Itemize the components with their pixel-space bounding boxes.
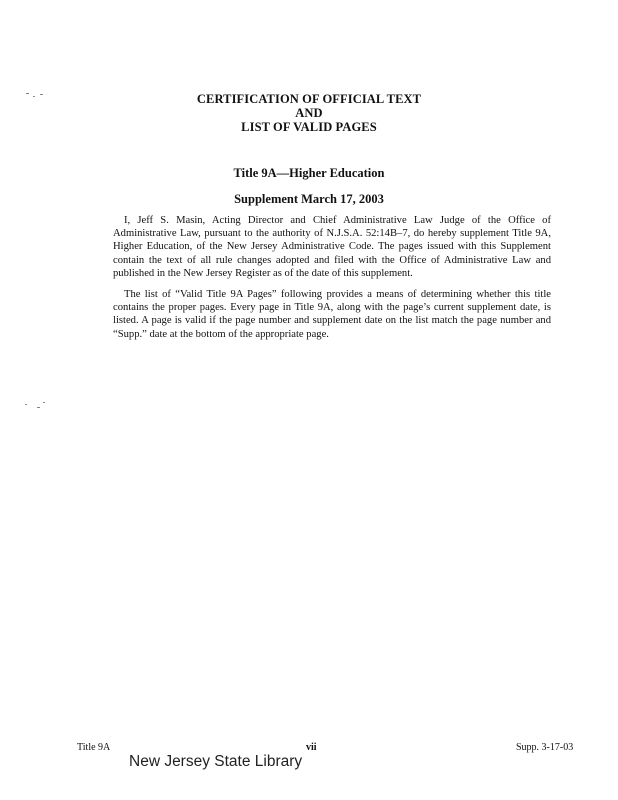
footer-title: Title 9A (77, 742, 111, 753)
certification-paragraph: I, Jeff S. Masin, Acting Director and Chief Administrative Law Judge of the Office of Administrative Law, pursuant to the authority of N.J.S.A. 52:14B–7, do hereby supplement Title 9A, Higher Education, of the New Jersey Administrative Code. The pages issued with this Supplement contain the text of all rule changes adopted and filed with the Office of Administrative Law and published in the New Jersey Register as of the date of this supplement. (113, 215, 551, 279)
valid-pages-paragraph: The list of “Valid Title 9A Pages” following provides a means of determining whether this title contains the proper pages. Every page in Title 9A, along with the page’s current supplement date, is listed. A page is valid if the page number and supplement date on the list match the page number and “Supp.” date at the bottom of the appropriate page. (113, 289, 551, 340)
footer-supplement-date: Supp. 3-17-03 (516, 742, 574, 753)
footer-page-number: vii (306, 742, 317, 753)
supplement-date-heading: Supplement March 17, 2003 (234, 192, 384, 206)
title-heading: Title 9A—Higher Education (233, 166, 385, 180)
heading-and: AND (295, 106, 323, 120)
scan-speck (37, 407, 40, 408)
scan-speck (26, 93, 29, 94)
scan-speck (33, 96, 35, 97)
scan-speck (40, 94, 43, 95)
scan-speck (43, 402, 45, 403)
library-stamp: New Jersey State Library (129, 753, 303, 770)
scan-speck (25, 404, 27, 405)
valid-pages-heading: LIST OF VALID PAGES (241, 120, 377, 134)
certification-heading: CERTIFICATION OF OFFICIAL TEXT (196, 92, 422, 106)
